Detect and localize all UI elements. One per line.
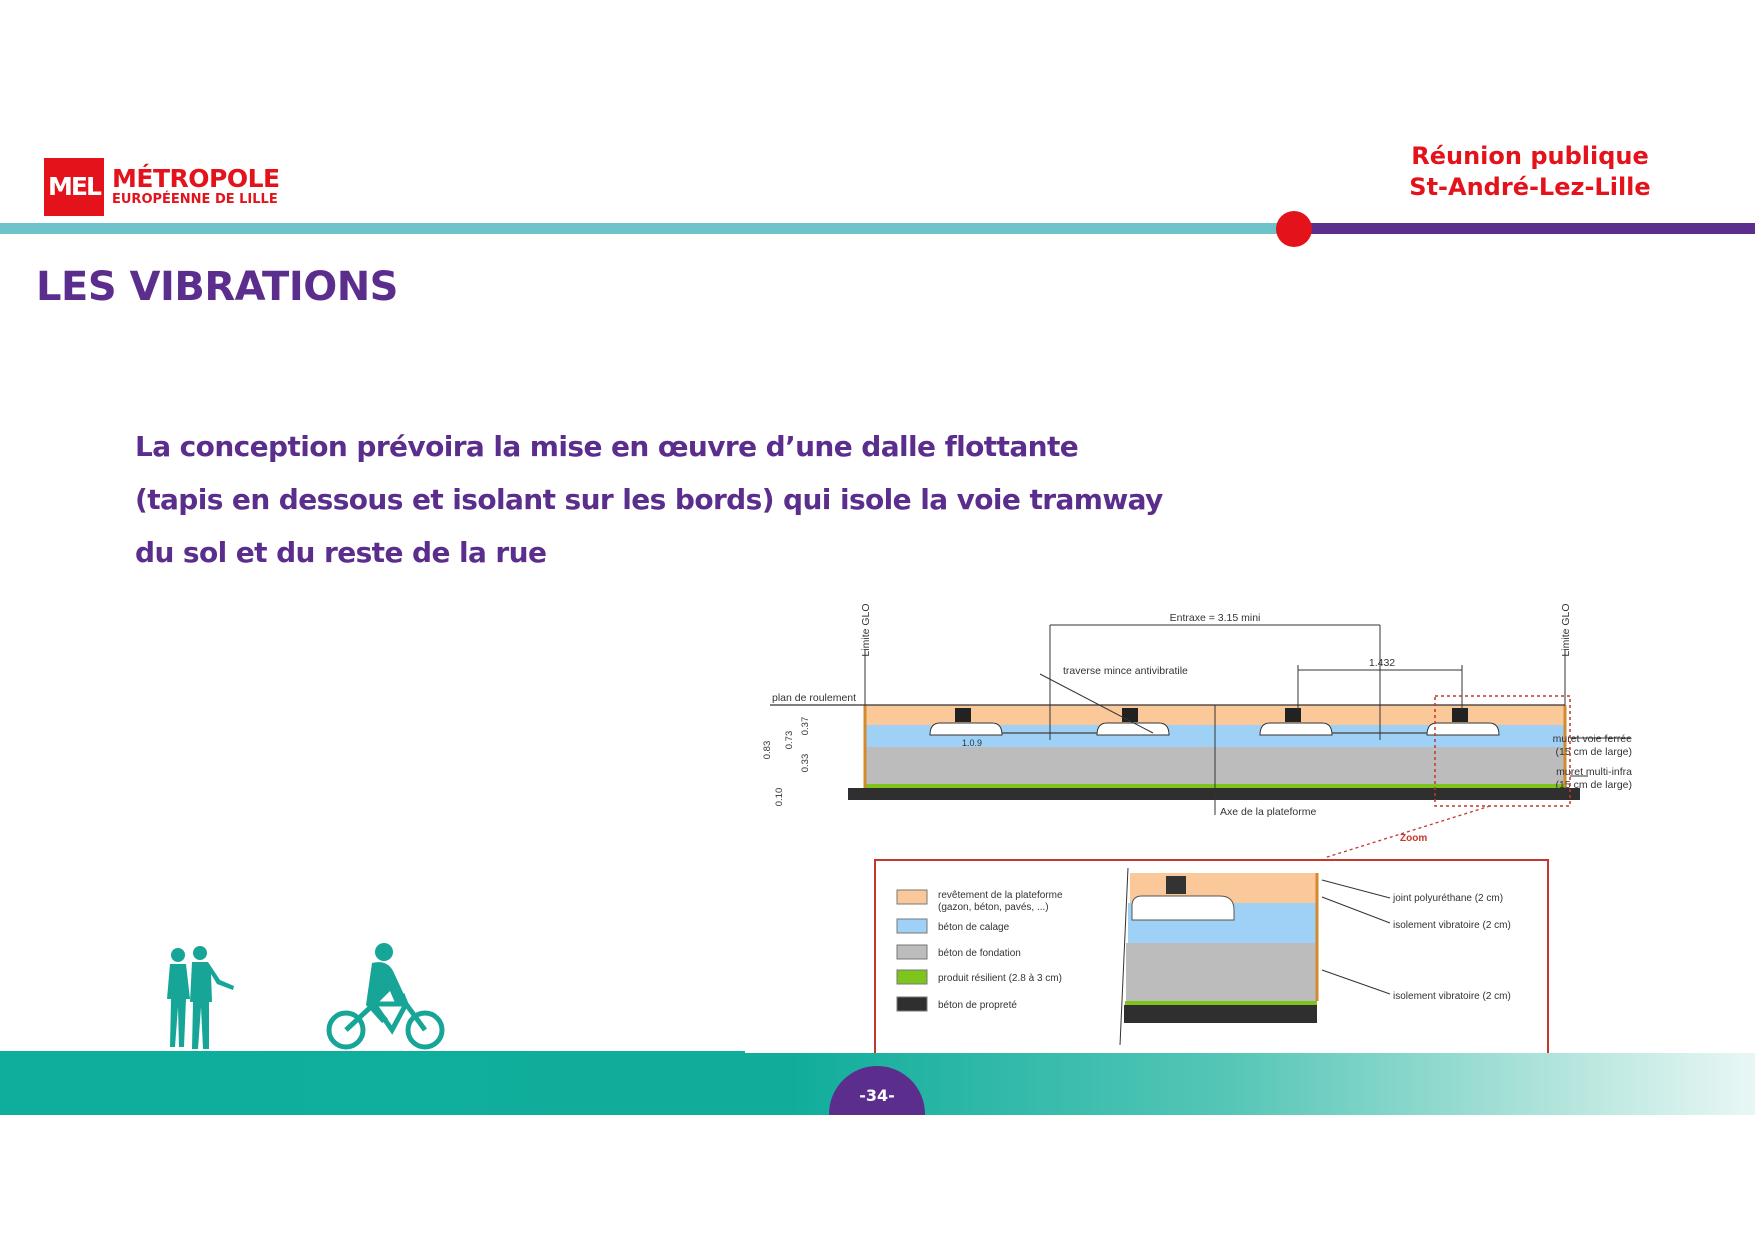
limite-right-label: Limite GLO xyxy=(1560,603,1572,657)
legend-swatch-revetement xyxy=(897,890,927,904)
axe-label: Axe de la plateforme xyxy=(1220,806,1317,818)
pedestrian-2-body xyxy=(190,962,234,1049)
pedestrians-cyclist-illustration xyxy=(150,935,470,1055)
header-rule-right xyxy=(1295,223,1755,234)
muret-multi-width: (15 cm de large) xyxy=(1555,779,1632,791)
rail-4 xyxy=(1452,708,1468,722)
muret-ferree-label: muret voie ferrée xyxy=(1552,733,1632,745)
legend-swatch-fondation xyxy=(897,945,927,959)
page-title: LES VIBRATIONS xyxy=(36,264,398,310)
note-joint: joint polyuréthane (2 cm) xyxy=(1393,893,1504,904)
dim-037: 0.37 xyxy=(800,716,811,736)
intro-line-1: La conception prévoira la mise en œuvre d’une dalle flottante xyxy=(135,430,1079,463)
footer-bottom-mask xyxy=(810,1115,950,1135)
note-isolement-1: isolement vibratoire (2 cm) xyxy=(1393,920,1511,931)
zoom-sleeper xyxy=(1132,896,1234,920)
rail-3 xyxy=(1285,708,1301,722)
muret-ferree-width: (15 cm de large) xyxy=(1555,746,1632,758)
pedestrian-1-body xyxy=(167,964,190,1047)
layer-proprete xyxy=(848,788,1580,800)
entraxe-label: Entraxe = 3.15 mini xyxy=(1169,612,1261,624)
intro-line-2: (tapis en dessous et isolant sur les bords) qui isole la voie tramway xyxy=(135,483,1163,516)
sleeper-2 xyxy=(1097,723,1169,735)
legend-label-proprete: béton de propreté xyxy=(938,1000,1017,1011)
legend-label-calage: béton de calage xyxy=(938,922,1010,933)
limite-left-label: Limite GLO xyxy=(860,603,872,657)
page-number: -34- xyxy=(859,1086,895,1105)
bike-frame xyxy=(346,994,425,1030)
meeting-line-1: Réunion publique xyxy=(1411,142,1649,170)
rail-1 xyxy=(955,708,971,722)
sleeper-4 xyxy=(1427,723,1499,735)
logo-subtitle: EUROPÉENNE DE LILLE xyxy=(112,192,278,207)
sleeper-3 xyxy=(1260,723,1332,735)
dim-010: 0.10 xyxy=(774,787,785,807)
dim-033: 0.33 xyxy=(800,753,811,773)
legend-label-fondation: béton de fondation xyxy=(938,948,1021,959)
meeting-line-2: St-André-Lez-Lille xyxy=(1409,173,1651,201)
plan-roulement-label: plan de roulement xyxy=(772,692,857,704)
intro-text xyxy=(135,420,1175,579)
pedestrian-2-head xyxy=(193,946,207,960)
muret-multi-label: muret multi-infra xyxy=(1556,766,1632,778)
gauge-label: 1.432 xyxy=(1368,657,1396,669)
traverse-label: traverse mince antivibratile xyxy=(1063,665,1188,677)
pedestrian-1-head xyxy=(171,948,185,962)
zoom-rail xyxy=(1166,876,1186,894)
legend-sub-revetement: (gazon, béton, pavés, ...) xyxy=(938,902,1049,913)
zoom-layer-resilient xyxy=(1125,1001,1317,1005)
dim-073: 0.73 xyxy=(784,730,795,750)
legend-swatch-resilient xyxy=(897,970,927,984)
zoom-arrow xyxy=(1324,806,1490,858)
track-section-diagram xyxy=(750,590,1632,1055)
meeting-title xyxy=(1380,141,1680,203)
logo-title: MÉTROPOLE xyxy=(112,164,280,193)
header-rule-left xyxy=(0,223,1295,234)
sleeper-1 xyxy=(930,723,1002,735)
zoom-label: Zoom xyxy=(1400,833,1428,844)
rail-2 xyxy=(1122,708,1138,722)
zoom-layer-proprete xyxy=(1124,1005,1317,1023)
legend-label-resilient: produit résilient (2.8 à 3 cm) xyxy=(938,973,1062,984)
logo-mark: MEL xyxy=(44,158,104,216)
note-isolement-2: isolement vibratoire (2 cm) xyxy=(1393,991,1511,1002)
rail-dim-label: 1.0.9 xyxy=(961,738,983,748)
intro-line-3: du sol et du reste de la rue xyxy=(135,536,547,569)
header-rule-dot xyxy=(1276,211,1312,247)
legend-label-revetement: revêtement de la plateforme xyxy=(938,890,1063,901)
legend-swatch-calage xyxy=(897,919,927,933)
dim-083: 0.83 xyxy=(762,740,773,760)
zoom-layer-fondation xyxy=(1126,943,1317,1001)
legend-swatch-proprete xyxy=(897,997,927,1011)
cyclist-head xyxy=(375,943,393,961)
